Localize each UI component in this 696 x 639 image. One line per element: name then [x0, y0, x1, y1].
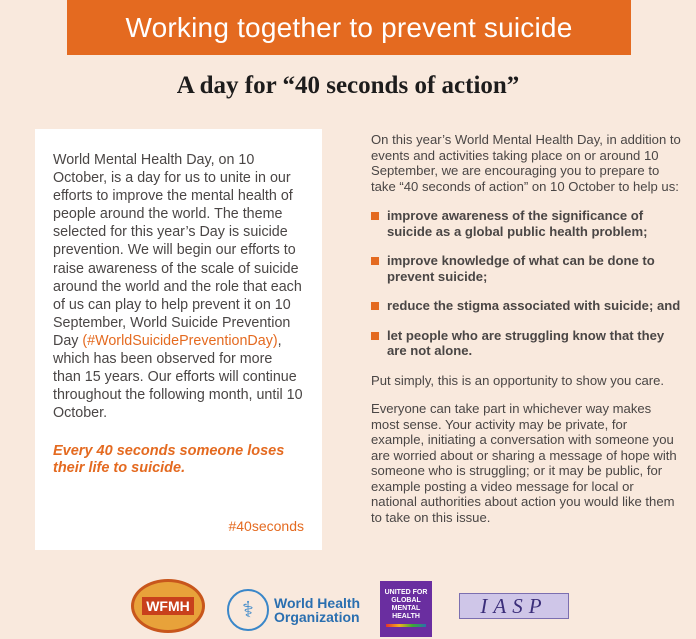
partner-logos: [0, 577, 696, 633]
who-globe-icon: ⚕: [227, 589, 269, 631]
title-banner: [67, 0, 631, 55]
who-logo-text: [274, 596, 360, 624]
bullet-square-icon: [371, 302, 379, 310]
hashtag-40seconds[interactable]: #40seconds: [228, 518, 304, 534]
united-for-global-mental-health-logo[interactable]: [380, 581, 432, 637]
banner-title: Working together to prevent suicide: [125, 11, 573, 43]
united-color-bar: [386, 624, 426, 627]
bullet-item: [371, 208, 681, 239]
wfmh-logo-text: WFMH: [142, 597, 194, 615]
united-logo-text: UNITED FOR GLOBAL MENTAL HEALTH: [384, 589, 428, 620]
card-body: [53, 151, 304, 422]
wfmh-logo[interactable]: [131, 579, 205, 633]
bullet-square-icon: [371, 332, 379, 340]
bullet-text: let people who are struggling know that they are not alone.: [387, 327, 665, 358]
page-subtitle: A day for “40 seconds of action”: [176, 72, 520, 99]
card-quote: Every 40 seconds someone loses their life to suicide.: [53, 443, 285, 477]
wspd-hashtag-link[interactable]: (#WorldSuicidePreventionDay): [82, 332, 278, 349]
action-bullet-list: [371, 208, 681, 359]
bullet-item: [371, 298, 681, 314]
bullet-item: [371, 253, 681, 284]
intro-card: [35, 129, 322, 550]
right-para-2: Everyone can take part in whichever way makes most sense. Your activity may be private, for example, initiating a conversation with someone you are worried about or sharing a message of hope with someone who is struggling; or it may be public, for example posting a video message for local or national authorities about action you would like them to take on this issue.: [371, 401, 677, 525]
who-line-1: World Health: [274, 595, 361, 611]
card-text-after: , which has been observed for more than 15 years. Our efforts will continue throughout the following month, until 10 October.: [53, 332, 303, 422]
who-logo[interactable]: [227, 589, 360, 631]
bullet-square-icon: [371, 212, 379, 220]
right-para-1: Put simply, this is an opportunity to show you care.: [371, 372, 665, 388]
card-text-before: World Mental Health Day, on 10 October, is a day for us to unite in our efforts to improve the mental health of people around the world. The theme selected for this year’s Day is suicide prevention. We will begin our efforts to raise awareness of the scale of suicide around the world and the role that each of us can play to help prevent it on 10 September, World Suicide Prevention Day: [53, 152, 302, 349]
bullet-square-icon: [371, 257, 379, 265]
bullet-text: reduce the stigma associated with suicide; and: [387, 298, 681, 313]
bullet-text: improve awareness of the significance of suicide as a global public health problem;: [387, 208, 648, 239]
iasp-logo[interactable]: IASP: [459, 593, 569, 619]
right-intro: On this year’s World Mental Health Day, in addition to events and activities taking place on or around 10 September, we are encouraging you to prepare to take “40 seconds of action” on 10 October to help us:: [371, 132, 681, 194]
bullet-item: [371, 328, 681, 359]
who-line-2: Organization: [274, 609, 360, 625]
bullet-text: improve knowledge of what can be done to prevent suicide;: [387, 253, 655, 284]
right-column: [371, 132, 681, 538]
